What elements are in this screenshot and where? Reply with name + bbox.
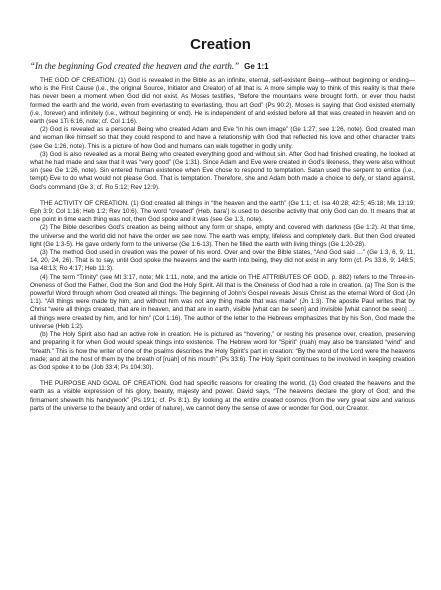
paragraph: THE PURPOSE AND GOAL OF CREATION. God had specific reasons for creating the world. (1) God created the heavens and the earth as a visible expression of his glory, beauty, majesty and power. David says, “The heavens declare the glory of God; and the firmament sheweth his handywork” (Ps 19:1; cf. Ps 8:1). By looking at the entire created cosmos (from the very great size and various parts of the universe to the beauty and order of nature), we cannot deny the sense of awe or wonder for God, our Creator. (30, 380, 415, 412)
article-body (30, 60, 415, 580)
paragraph: THE ACTIVITY OF CREATION. (1) God created all things in “the heaven and the earth” (Ge 1:1; cf. Isa 40:28; 42:5; 45:18; Mk 13:19; Eph 3:9; Col 1:16; Heb 1:2; Rev 10:6). The word “created” (Heb. bara’) is used to describe activity that only God can do. It means that at one point in time each thing was not, then God spoke and it was (see Ge 1:3, note). (30, 199, 415, 224)
paragraph: (4) The term “Trinity” (see Mt 3:17, note; Mk 1:11, note, and the article on THE ATTRIBUTES OF GOD, p. 882) refers to the Three-in-Oneness of God the Father, God the Son and God the Holy Spirit. All that is the Oneness of God had a role in creation. (a) The Son is the powerful Word through whom God created all things. The beginning of John’s Gospel reveals Jesus Christ as the eternal Word of God (Jn 1:1). “All things were made by him; and without him was not any thing made that was made” (Jn 1:3). The apostle Paul writes that by Christ “were all things created, that are in heaven, and that are in earth, visible [what can be seen] and invisible [what cannot be seen] … all things were created by him, and for him” (Col 1:16). The author of the letter to the Hebrews emphasizes that by his Son, God made the universe (Heb 1:2). (30, 273, 415, 330)
key-verse-text: “In the beginning God created the heaven and the earth.” (30, 61, 240, 71)
paragraph: (2) God is revealed as a personal Being who created Adam and Eve “in his own image” (Ge 1:27; see 1:26, note). God created man and woman like himself so that they could respond to and have a relationship with God that reflected his love and other character traits (see Ge 1:26, note). This is a picture of how God and humans can walk together in godly unity. (30, 126, 415, 150)
paragraph: THE GOD OF CREATION. (1) God is revealed in the Bible as an infinite, eternal, self-existent Being—without beginning or ending—who is the First Cause (i.e., the original Source, Initiator and Creator) of all that is. A more simple way to think of this reality is that there has never been a moment when God did not exist. As Moses testifies, “Before the mountains were brought forth, or ever thou hadst formed the earth and the world, even from everlasting to everlasting, thou art God” (Ps 90:2). Moses is saying that God existed eternally (i.e., forever) and infinitely (i.e., without beginning or end). He is independent of and existed before all that was created in heaven and on earth (see 1Ti 6:16, note; cf. Col 1:16). (30, 77, 415, 126)
key-verse (30, 60, 415, 73)
paragraph: (b) The Holy Spirit also had an active role in creation. He is pictured as “hovering,” or resting his presence over, creation, preserving and preparing it for when God would speak things into existence. The Hebrew word for “Spirit” (ruah) may also be translated “wind” and “breath.” This is how the writer of one of the psalms describes the Holy Spirit’s part in creation: “By the word of the Lord were the heavens made; and all the host of them by the breath of [ruah] of his mouth” (Ps 33:6). The Holy Spirit continues to be involved in keeping creation as God spoke it to be (Job 33:4; Ps 104:30). (30, 331, 415, 371)
paragraph: (3) The method God used in creation was the power of his word. Over and over the Bible states, “And God said …” (Ge 1:3, 6, 9, 11, 14, 20, 24, 26). That is to say, until God spoke the heavens and the earth into being, they did not exist in any form (cf. Ps 33:6, 9; 148:5; Isa 48:13; Ro 4:17; Heb 11:3). (30, 249, 415, 273)
paragraph: (2) The Bible describes God’s creation as being without any form or shape, empty and covered with darkness (Ge 1:2). At that time, the universe and the world did not have the order we see now. The earth was empty, lifeless and completely dark. But then God created light (Ge 1:3-5). He gave orderly form to the universe (Ge 1:6-13). Then he filled the earth with living things (Ge 1:20-28). (30, 224, 415, 248)
key-verse-reference: Ge 1:1 (244, 62, 269, 71)
page-title: Creation (190, 36, 251, 53)
paragraph: (3) God is also revealed as a moral Being who created everything good and without sin. After God had finished creating, he looked at what he had made and saw that it was “very good” (Ge 1:31). Since Adam and Eve were created in God’s likeness, they were also without sin (see Ge 1:26, note). Sin entered human existence when Eve chose to respond to temptation. Satan used the serpent to entice (i.e., tempt) Eve to do what would not please God. That is temptation. Therefore, she and Adam both made a choice to defy, or stand against, God’s command (Ge 3; cf. Ro 5:12; Rev 12:9). (30, 150, 415, 191)
